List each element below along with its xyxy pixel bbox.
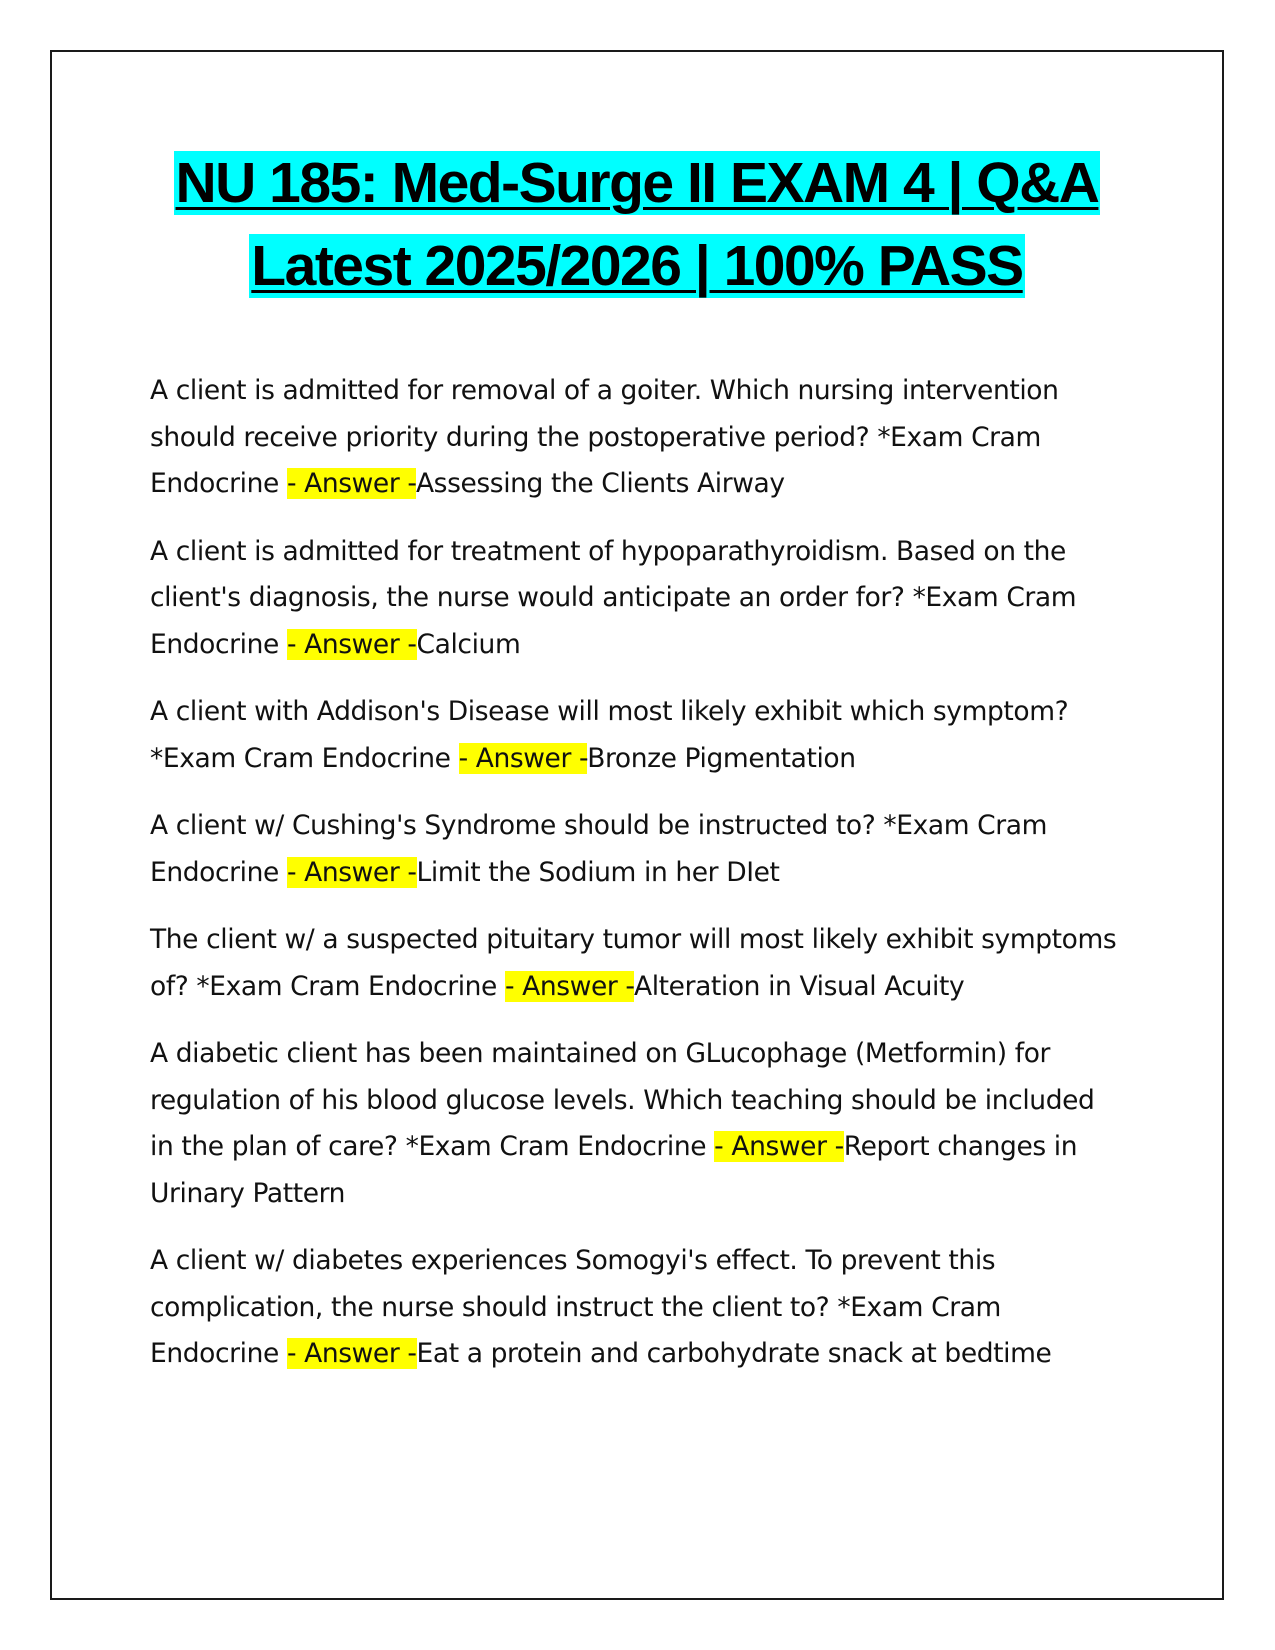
qa-item — [150, 529, 1125, 669]
question-text: A diabetic client has been maintained on GLucophage (Metformin) for regulation of his blood glucose levels. Which teaching should be included in the plan of care? *Exam Cram Endocrine — [150, 1038, 1095, 1162]
document-title — [52, 142, 1222, 308]
answer-text: Calcium — [416, 628, 521, 660]
answer-text: Limit the Sodium in her DIet — [416, 856, 780, 888]
answer-marker: - Answer - — [286, 628, 417, 660]
question-text: A client w/ diabetes experiences Somogyi's effect. To prevent this complication, the nurse should instruct the client to? *Exam Cram Endocrine — [150, 1245, 1001, 1369]
answer-text: Alteration in Visual Acuity — [633, 970, 965, 1002]
answer-marker: - Answer - — [286, 468, 416, 499]
answer-text: Bronze Pigmentation — [587, 742, 856, 774]
question-text: A client is admitted for treatment of hypoparathyroidism. Based on the client's diagnosis, the nurse would anticipate an order for? *Exam Cram Endocrine — [150, 535, 1077, 660]
qa-item — [150, 1031, 1125, 1217]
answer-text: Eat a protein and carbohydrate snack at bedtime — [416, 1338, 1052, 1369]
question-text: A client w/ Cushing's Syndrome should be instructed to? *Exam Cram Endocrine — [150, 810, 1047, 888]
answer-marker: - Answer - — [286, 856, 417, 888]
qa-item — [150, 803, 1125, 896]
answer-marker: - Answer - — [504, 970, 634, 1002]
qa-item — [150, 689, 1125, 782]
answer-marker: - Answer - — [714, 1131, 844, 1162]
qa-item — [150, 368, 1125, 508]
qa-item — [150, 1238, 1125, 1378]
question-text: A client with Addison's Disease will most likely exhibit which symptom? *Exam Cram Endocrine — [150, 696, 1069, 774]
answer-text: Assessing the Clients Airway — [415, 468, 785, 499]
title-line-1: NU 185: Med-Surge II EXAM 4 | Q&A — [175, 151, 1099, 215]
answer-marker: - Answer - — [286, 1338, 417, 1369]
question-text: The client w/ a suspected pituitary tumor will most likely exhibit symptoms of? *Exam Cram Endocrine — [150, 924, 1117, 1002]
qa-list — [150, 368, 1125, 1399]
answer-text: Report changes in Urinary Pattern — [150, 1131, 1078, 1209]
question-text: A client is admitted for removal of a goiter. Which nursing intervention should receive priority during the postoperative period? *Exam Cram Endocrine — [150, 375, 1059, 499]
answer-marker: - Answer - — [458, 742, 588, 774]
title-line-2: Latest 2025/2026 | 100% PASS — [251, 234, 1023, 298]
qa-item — [150, 917, 1125, 1010]
